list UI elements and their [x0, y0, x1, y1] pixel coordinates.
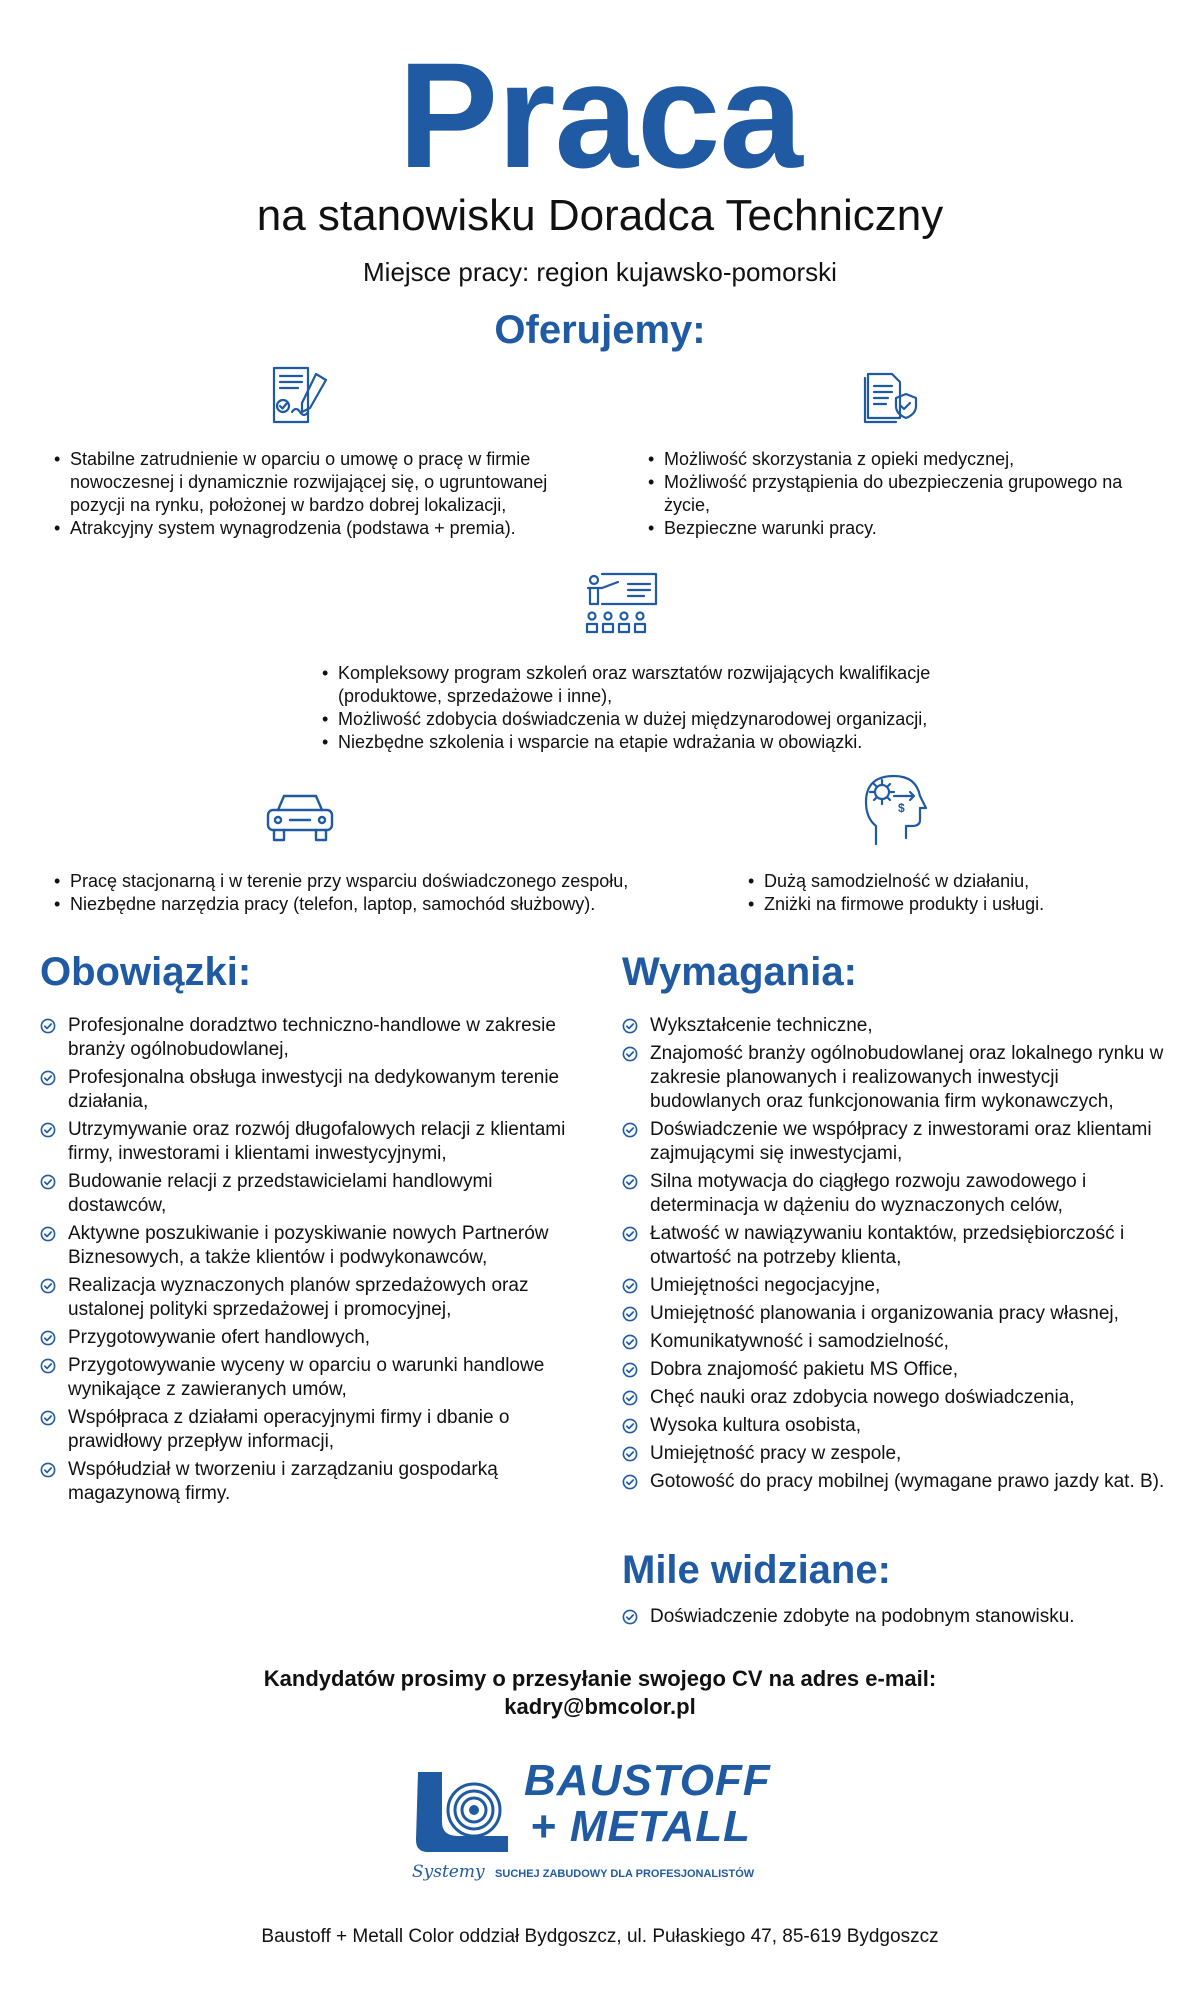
list-item [622, 1274, 1167, 1298]
insurance-document-icon [862, 366, 922, 426]
list-item [40, 1406, 585, 1454]
list-item [40, 1354, 585, 1402]
list-item [622, 1605, 1167, 1629]
requirements-list [622, 1014, 1167, 1498]
check-circle-icon [622, 1174, 638, 1190]
list-item [622, 1330, 1167, 1354]
list-item [622, 1222, 1167, 1270]
offer-item: • Atrakcyjny system wynagrodzenia (podstawa + premia). [54, 517, 594, 540]
check-circle-icon [40, 1174, 56, 1190]
offer-item: • Pracę stacjonarną i w terenie przy wsparciu doświadczonego zespołu, [54, 870, 694, 893]
check-circle-icon [40, 1278, 56, 1294]
offer-item: • Zniżki na firmowe produkty i usługi. [748, 893, 1168, 916]
list-item-text: Silna motywacja do ciągłego rozwoju zawodowego i determinacja w dążeniu do wyznaczonych celów, [650, 1171, 1087, 1216]
offer-item: • Możliwość przystąpienia do ubezpieczenia grupowego na życie, [648, 471, 1128, 517]
duties-list [40, 1014, 585, 1510]
page-title: Praca [398, 31, 802, 199]
check-circle-icon [40, 1018, 56, 1034]
list-item-text: Utrzymywanie oraz rozwój długofalowych relacji z klientami firmy, inwestorami i klientami inwestycyjnymi, [68, 1119, 566, 1164]
company-logo [408, 1758, 788, 1888]
list-item-text: Przygotowywanie wyceny w oparciu o warunki handlowe wynikające z zawieranych umów, [68, 1355, 545, 1400]
offer-list-training [322, 662, 1022, 754]
offer-item: • Stabilne zatrudnienie w oparciu o umowę o pracę w firmie nowoczesnej i dynamicznie rozwijającej się, o ugruntowanej pozycji na rynku, położonej w bardzo dobrej lokalizacji, [54, 448, 594, 517]
check-circle-icon [622, 1390, 638, 1406]
list-item-text: Profesjonalne doradztwo techniczno-handlowe w zakresie branży ogólnobudowlanej, [68, 1015, 556, 1060]
list-item-text: Gotowość do pracy mobilnej (wymagane prawo jazdy kat. B). [650, 1471, 1165, 1492]
check-circle-icon [622, 1018, 638, 1034]
list-item [40, 1458, 585, 1506]
list-item-text: Wykształcenie techniczne, [650, 1015, 873, 1036]
check-circle-icon [40, 1358, 56, 1374]
list-item [622, 1042, 1167, 1114]
list-item-text: Umiejętność pracy w zespole, [650, 1443, 902, 1464]
list-item [40, 1326, 585, 1350]
list-item [622, 1302, 1167, 1326]
list-item-text: Realizacja wyznaczonych planów sprzedażowych oraz ustalonej polityki sprzedażowej i promocyjnej, [68, 1275, 529, 1320]
logo-script: Systemy [412, 1862, 485, 1882]
logo-tagline: SUCHEJ ZABUDOWY DLA PROFESJONALISTÓW [495, 1868, 755, 1880]
head-gear-icon [862, 768, 934, 848]
list-item [622, 1358, 1167, 1382]
logo-line1: BAUSTOFF [524, 1756, 771, 1805]
contact-block [0, 1665, 1200, 1721]
offer-item: • Możliwość skorzystania z opieki medycznej, [648, 448, 1128, 471]
check-circle-icon [40, 1226, 56, 1242]
duties-heading: Obowiązki: [40, 950, 252, 994]
offer-item: • Możliwość zdobycia doświadczenia w dużej międzynarodowej organizacji, [322, 708, 1022, 731]
list-item [622, 1170, 1167, 1218]
list-item [622, 1014, 1167, 1038]
check-circle-icon [622, 1362, 638, 1378]
contact-text: Kandydatów prosimy o przesyłanie swojego CV na adres e-mail: [263, 1666, 937, 1691]
check-circle-icon [40, 1410, 56, 1426]
check-circle-icon [622, 1446, 638, 1462]
list-item-text: Budowanie relacji z przedstawicielami handlowymi dostawców, [68, 1171, 493, 1216]
logo-tagline-row [412, 1862, 792, 1882]
list-item [622, 1118, 1167, 1166]
list-item [622, 1442, 1167, 1466]
list-item-text: Chęć nauki oraz zdobycia nowego doświadczenia, [650, 1387, 1075, 1408]
offer-list-perks [748, 870, 1168, 916]
check-circle-icon [622, 1334, 638, 1350]
list-item-text: Aktywne poszukiwanie i pozyskiwanie nowych Partnerów Biznesowych, a także klientów i podwykonawców, [68, 1223, 549, 1268]
check-circle-icon [622, 1226, 638, 1242]
list-item-text: Umiejętność planowania i organizowania pracy własnej, [650, 1303, 1119, 1324]
car-icon [264, 790, 336, 846]
list-item-text: Komunikatywność i samodzielność, [650, 1331, 949, 1352]
list-item-text: Wysoka kultura osobista, [650, 1415, 862, 1436]
list-item-text: Przygotowywanie ofert handlowych, [68, 1327, 371, 1348]
list-item-text: Doświadczenie we współpracy z inwestorami oraz klientami zajmującymi się inwestycjami, [650, 1119, 1152, 1164]
list-item [40, 1274, 585, 1322]
list-item [622, 1470, 1167, 1494]
list-item [40, 1222, 585, 1270]
footer-address: Baustoff + Metall Color oddział Bydgoszcz, ul. Pułaskiego 47, 85-619 Bydgoszcz [261, 1926, 939, 1947]
list-item-text: Łatwość w nawiązywaniu kontaktów, przedsiębiorczość i otwartość na potrzeby klienta, [650, 1223, 1125, 1268]
job-subtitle: na stanowisku Doradca Techniczny [256, 191, 944, 240]
offer-list-benefits [648, 448, 1128, 540]
offer-heading: Oferujemy: [494, 308, 706, 352]
offer-list-employment [54, 448, 594, 540]
offer-item: • Dużą samodzielność w działaniu, [748, 870, 1168, 893]
list-item [40, 1118, 585, 1166]
check-circle-icon [622, 1418, 638, 1434]
list-item [40, 1066, 585, 1114]
offer-list-tools [54, 870, 694, 916]
list-item [622, 1386, 1167, 1410]
check-circle-icon [622, 1122, 638, 1138]
nice-to-have-list [622, 1605, 1167, 1633]
contact-email[interactable]: kadry@bmcolor.pl [504, 1694, 696, 1719]
logo-spiral-icon [408, 1762, 518, 1854]
list-item-text: Profesjonalna obsługa inwestycji na dedykowanym terenie działania, [68, 1067, 560, 1112]
list-item-text: Współpraca z działami operacyjnymi firmy i dbanie o prawidłowy przepływ informacji, [68, 1407, 510, 1452]
check-circle-icon [40, 1070, 56, 1086]
check-circle-icon [40, 1462, 56, 1478]
list-item-text: Umiejętności negocjacyjne, [650, 1275, 881, 1296]
nice-to-have-heading: Mile widziane: [622, 1548, 891, 1592]
list-item-text: Dobra znajomość pakietu MS Office, [650, 1359, 959, 1380]
check-circle-icon [622, 1278, 638, 1294]
logo-line2: + METALL [530, 1802, 752, 1851]
check-circle-icon [40, 1122, 56, 1138]
check-circle-icon [40, 1330, 56, 1346]
offer-item: • Niezbędne narzędzia pracy (telefon, laptop, samochód służbowy). [54, 893, 694, 916]
offer-item: • Bezpieczne warunki pracy. [648, 517, 1128, 540]
list-item [622, 1414, 1167, 1438]
list-item-text: Znajomość branży ogólnobudowlanej oraz lokalnego rynku w zakresie planowanych i realizowanych inwestycji budowlanych oraz funkcjonowania firm wykonawczych, [650, 1043, 1164, 1112]
contract-icon [268, 364, 334, 428]
list-item [40, 1014, 585, 1062]
check-circle-icon [622, 1046, 638, 1062]
requirements-heading: Wymagania: [622, 950, 857, 994]
training-icon [584, 570, 660, 640]
offer-item: • Kompleksowy program szkoleń oraz warsztatów rozwijających kwalifikacje (produktowe, sprzedażowe i inne), [322, 662, 1022, 708]
svg-text:$: $ [898, 801, 905, 815]
offer-item: • Niezbędne szkolenia i wsparcie na etapie wdrażania w obowiązki. [322, 731, 1022, 754]
check-circle-icon [622, 1609, 638, 1625]
check-circle-icon [622, 1474, 638, 1490]
job-location: Miejsce pracy: region kujawsko-pomorski [363, 257, 837, 287]
list-item [40, 1170, 585, 1218]
check-circle-icon [622, 1306, 638, 1322]
list-item-text: Współudział w tworzeniu i zarządzaniu gospodarką magazynową firmy. [68, 1459, 498, 1504]
list-item-text: Doświadczenie zdobyte na podobnym stanowisku. [650, 1606, 1075, 1627]
